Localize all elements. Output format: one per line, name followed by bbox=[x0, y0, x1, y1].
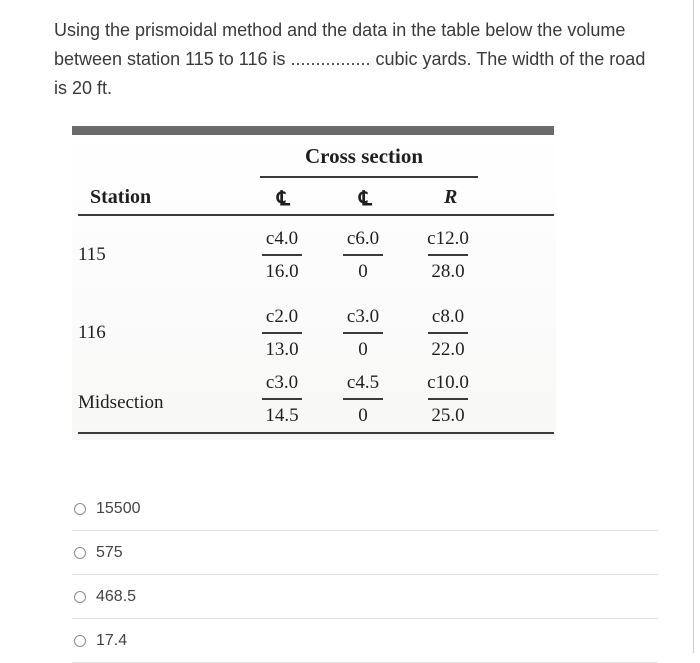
option-468-5[interactable] bbox=[72, 575, 658, 619]
cell-num: c10.0 bbox=[427, 372, 469, 393]
cell-den: 16.0 bbox=[265, 261, 299, 282]
option-label: 575 bbox=[96, 544, 123, 561]
row-station-116: 116 bbox=[78, 322, 106, 343]
cell-den: 0 bbox=[358, 261, 368, 282]
option-label: 468.5 bbox=[96, 588, 137, 605]
cell-num: c6.0 bbox=[346, 228, 380, 249]
cell-mid-right bbox=[418, 372, 478, 427]
option-575[interactable] bbox=[72, 531, 658, 575]
cell-num: c12.0 bbox=[427, 228, 469, 249]
header-rule bbox=[78, 214, 554, 216]
cell-num: c2.0 bbox=[265, 306, 299, 327]
cross-section-rule bbox=[260, 176, 478, 178]
radio-button[interactable] bbox=[74, 547, 86, 559]
cell-den: 13.0 bbox=[265, 339, 299, 360]
cell-115-left bbox=[252, 228, 312, 283]
row-station-midsection: Midsection bbox=[78, 392, 164, 413]
cell-den: 0 bbox=[358, 405, 368, 426]
header-left-centerline: ℄ bbox=[277, 188, 290, 210]
option-label: 17.4 bbox=[96, 632, 128, 649]
cell-num: c4.0 bbox=[265, 228, 299, 249]
cell-den: 0 bbox=[358, 339, 368, 360]
cell-den: 14.5 bbox=[265, 405, 299, 426]
cross-section-title: Cross section bbox=[305, 144, 424, 168]
radio-button[interactable] bbox=[74, 591, 86, 603]
cell-116-right bbox=[418, 306, 478, 361]
cell-den: 25.0 bbox=[431, 405, 465, 426]
cell-mid-center bbox=[333, 372, 393, 427]
cell-den: 22.0 bbox=[431, 339, 465, 360]
option-17-4[interactable] bbox=[72, 619, 658, 663]
option-label: 15500 bbox=[96, 500, 141, 517]
table-top-rule bbox=[72, 126, 554, 135]
cell-116-center bbox=[333, 306, 393, 361]
radio-button[interactable] bbox=[74, 503, 86, 515]
cell-num: c3.0 bbox=[346, 306, 380, 327]
cell-num: c4.5 bbox=[346, 372, 380, 393]
cell-116-left bbox=[252, 306, 312, 361]
cross-section-table-image bbox=[72, 124, 556, 440]
cell-num: c8.0 bbox=[431, 306, 465, 327]
header-station: Station bbox=[90, 186, 152, 208]
option-15500[interactable] bbox=[72, 487, 658, 531]
cell-115-center bbox=[333, 228, 393, 283]
radio-button[interactable] bbox=[74, 635, 86, 647]
header-centerline: ℄ bbox=[359, 188, 372, 210]
header-right: R bbox=[444, 186, 458, 208]
question-text: Using the prismoidal method and the data in the table below the volume between station 115 to 116 is ................ cubic yards. The width of the road is 20 ft. bbox=[54, 20, 646, 98]
cell-den: 28.0 bbox=[431, 261, 465, 282]
cell-mid-left bbox=[252, 372, 312, 427]
table-bottom-rule bbox=[78, 432, 554, 434]
cell-115-right bbox=[418, 228, 478, 283]
cell-num: c3.0 bbox=[265, 372, 299, 393]
row-station-115: 115 bbox=[78, 244, 106, 265]
